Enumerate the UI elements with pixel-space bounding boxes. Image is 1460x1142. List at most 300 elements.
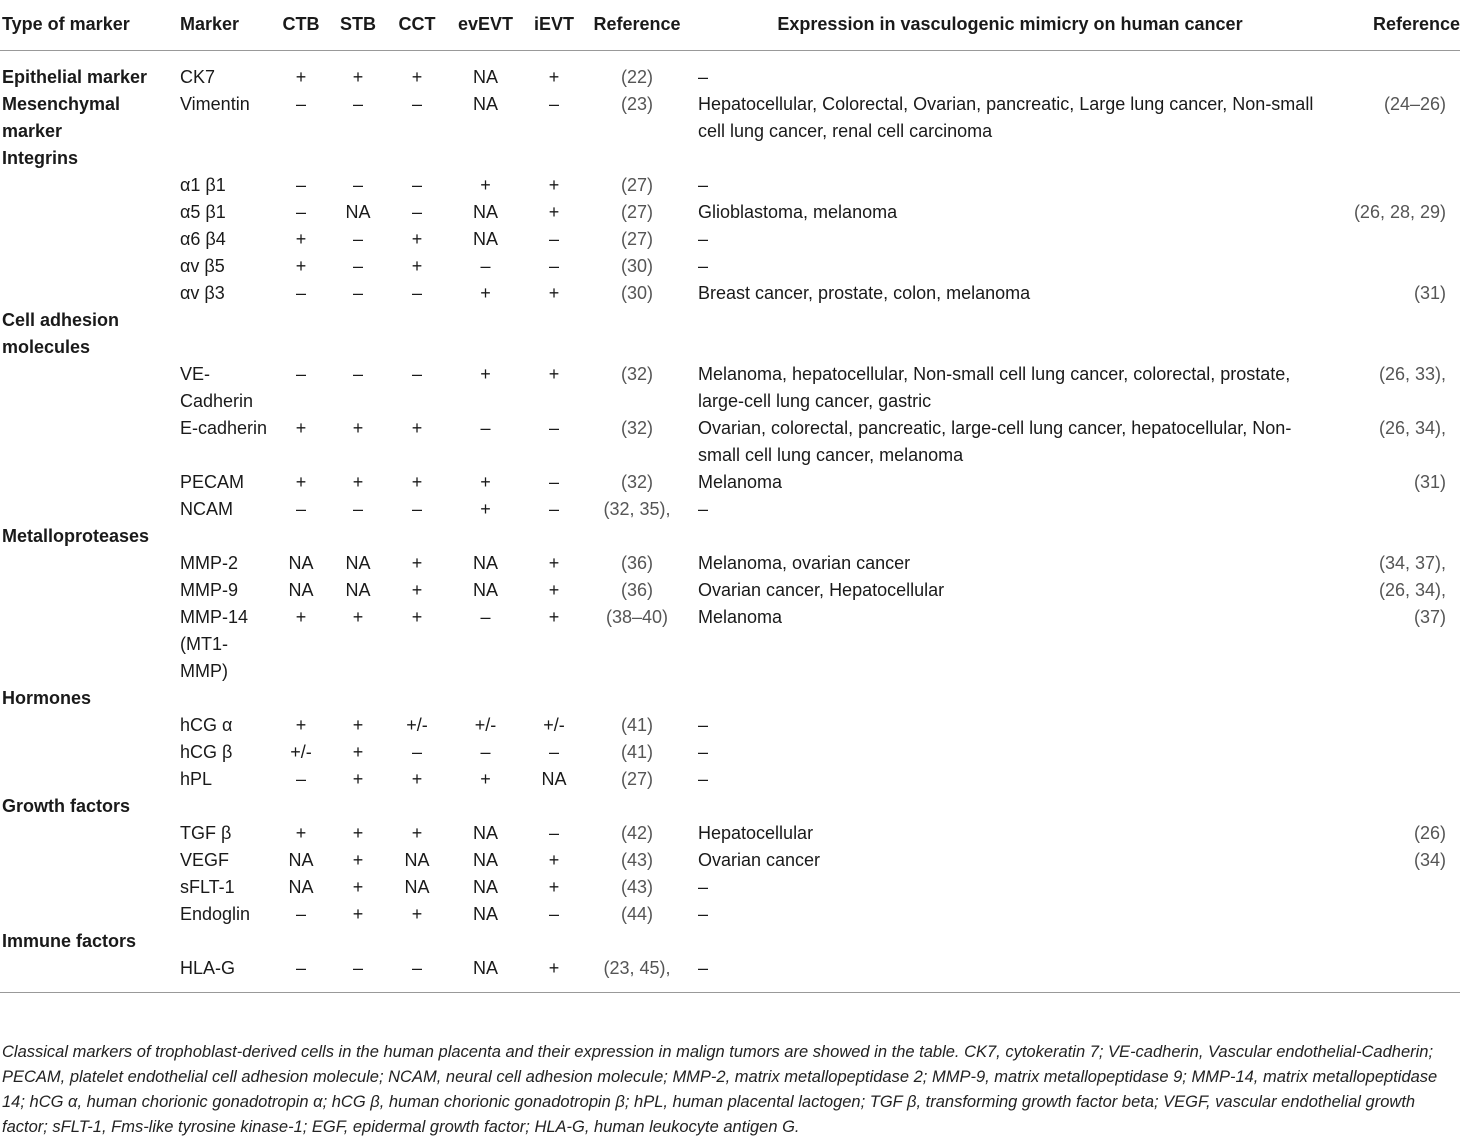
- cell-cct: [387, 685, 447, 712]
- table-header: [0, 0, 1460, 50]
- cell-ctb: [273, 307, 329, 361]
- cell-ievt: +: [548, 957, 560, 978]
- cell-cct: [387, 523, 447, 550]
- cell-expression: Glioblastoma, melanoma: [698, 201, 898, 222]
- table-row: [0, 226, 1460, 253]
- cell-reference: (43): [620, 876, 653, 897]
- cell-type: Hormones: [2, 687, 92, 708]
- cell-type: [0, 604, 180, 685]
- cell-reference-2: (26, 34),: [1378, 579, 1446, 600]
- cell-reference-2: (24–26): [1383, 93, 1446, 114]
- header-reference-2: Reference: [1326, 0, 1460, 50]
- cell-marker: [180, 793, 273, 820]
- cell-type: [0, 469, 180, 496]
- cell-stb: –: [352, 93, 363, 114]
- cell-type: Immune factors: [2, 930, 137, 951]
- cell-expression: –: [698, 174, 709, 195]
- cell-reference: (27): [620, 768, 653, 789]
- table-row: [0, 145, 1460, 172]
- cell-marker: Vimentin: [180, 93, 250, 114]
- cell-reference: [584, 685, 690, 712]
- cell-ctb: –: [295, 363, 306, 384]
- cell-reference-2: (37): [1413, 606, 1446, 627]
- cell-reference-2: (34, 37),: [1378, 552, 1446, 573]
- cell-reference-2: [1326, 793, 1460, 820]
- cell-evevt: +: [480, 363, 491, 384]
- cell-cct: –: [411, 282, 422, 303]
- cell-reference: (23): [620, 93, 653, 114]
- table-row: [0, 91, 1460, 145]
- cell-ievt: +: [548, 606, 560, 627]
- cell-reference: (42): [620, 822, 653, 843]
- cell-ctb: +: [295, 255, 307, 276]
- cell-type: Integrins: [2, 147, 79, 168]
- table-row: [0, 361, 1460, 415]
- cell-ctb: NA: [288, 849, 314, 870]
- cell-ctb: –: [295, 174, 306, 195]
- cell-marker: MMP-14 (MT1-MMP): [180, 606, 249, 681]
- cell-expression: Hepatocellular: [698, 822, 814, 843]
- header-ctb: CTB: [273, 0, 329, 50]
- cell-evevt: [447, 928, 524, 955]
- cell-stb: –: [352, 957, 363, 978]
- cell-type: [0, 955, 180, 993]
- cell-reference: [584, 145, 690, 172]
- cell-marker: [180, 307, 273, 361]
- cell-marker: PECAM: [180, 471, 245, 492]
- cell-ctb: [273, 685, 329, 712]
- cell-ctb: NA: [288, 579, 314, 600]
- cell-type: [0, 199, 180, 226]
- cell-ctb: –: [295, 93, 306, 114]
- cell-reference-2: [1326, 50, 1460, 91]
- cell-ievt: +: [548, 174, 560, 195]
- table-row: [0, 847, 1460, 874]
- cell-expression: Melanoma, hepatocellular, Non-small cell lung cancer, colorectal, prostate, large-cell lung cancer, gastric: [698, 363, 1291, 411]
- cell-reference-2: [1326, 712, 1460, 739]
- table-row: [0, 280, 1460, 307]
- table-row: [0, 550, 1460, 577]
- cell-reference-2: (31): [1413, 471, 1446, 492]
- cell-type: [0, 577, 180, 604]
- cell-marker: TGF β: [180, 822, 232, 843]
- table-row: [0, 496, 1460, 523]
- table-row: [0, 172, 1460, 199]
- cell-ctb: –: [295, 957, 306, 978]
- cell-reference-2: (26): [1413, 822, 1446, 843]
- table-row: [0, 199, 1460, 226]
- cell-stb: [329, 793, 387, 820]
- header-expression: Expression in vasculogenic mimicry on human cancer: [690, 0, 1326, 50]
- cell-ievt: [524, 523, 584, 550]
- cell-reference: (43): [620, 849, 653, 870]
- header-evevt: evEVT: [447, 0, 524, 50]
- cell-ievt: +: [548, 579, 560, 600]
- cell-reference: [584, 793, 690, 820]
- cell-ievt: +/-: [543, 714, 565, 735]
- cell-cct: –: [411, 741, 422, 762]
- cell-reference-2: [1326, 739, 1460, 766]
- cell-type: [0, 415, 180, 469]
- cell-marker: Endoglin: [180, 903, 251, 924]
- cell-marker: VEGF: [180, 849, 230, 870]
- cell-reference-2: (26, 28, 29): [1353, 201, 1446, 222]
- cell-ievt: +: [548, 363, 560, 384]
- cell-cct: [387, 145, 447, 172]
- table-row: [0, 307, 1460, 361]
- cell-type: [0, 739, 180, 766]
- cell-cct: +: [411, 822, 423, 843]
- cell-cct: [387, 928, 447, 955]
- cell-reference-2: [1326, 496, 1460, 523]
- cell-ctb: +: [295, 417, 307, 438]
- cell-marker: hCG α: [180, 714, 233, 735]
- cell-expression: [690, 145, 1326, 172]
- cell-ievt: –: [548, 741, 559, 762]
- cell-expression: –: [698, 768, 709, 789]
- cell-marker: [180, 145, 273, 172]
- cell-ievt: –: [548, 417, 559, 438]
- cell-evevt: [447, 793, 524, 820]
- cell-evevt: +/-: [474, 714, 497, 735]
- cell-ievt: +: [548, 201, 560, 222]
- cell-evevt: –: [480, 255, 491, 276]
- cell-cct: +: [411, 417, 423, 438]
- cell-cct: NA: [404, 876, 430, 897]
- cell-reference: (38–40): [605, 606, 669, 627]
- cell-reference: (32): [620, 363, 653, 384]
- cell-marker: MMP-9: [180, 579, 238, 600]
- cell-reference: (27): [620, 174, 653, 195]
- cell-reference-2: [1326, 874, 1460, 901]
- cell-reference-2: [1326, 253, 1460, 280]
- cell-type: [0, 874, 180, 901]
- cell-expression: –: [698, 498, 709, 519]
- cell-evevt: NA: [472, 876, 498, 897]
- cell-evevt: [447, 523, 524, 550]
- cell-evevt: [447, 307, 524, 361]
- table-row: [0, 928, 1460, 955]
- cell-cct: +: [411, 66, 423, 87]
- cell-stb: +: [352, 903, 364, 924]
- cell-type: [0, 172, 180, 199]
- table-row: [0, 50, 1460, 91]
- cell-expression: Hepatocellular, Colorectal, Ovarian, pancreatic, Large lung cancer, Non-small cell lung cancer, renal cell carcinoma: [698, 93, 1314, 141]
- cell-marker: sFLT-1: [180, 876, 235, 897]
- table-row: [0, 955, 1460, 993]
- cell-reference: (36): [620, 579, 653, 600]
- cell-expression: [690, 307, 1326, 361]
- cell-reference-2: [1326, 901, 1460, 928]
- cell-ctb: –: [295, 282, 306, 303]
- cell-ctb: [273, 523, 329, 550]
- cell-type: [0, 496, 180, 523]
- cell-type: [0, 712, 180, 739]
- cell-marker: hCG β: [180, 741, 233, 762]
- cell-ievt: [524, 928, 584, 955]
- cell-evevt: [447, 145, 524, 172]
- cell-ievt: [524, 307, 584, 361]
- cell-evevt: NA: [472, 66, 498, 87]
- table-row: [0, 820, 1460, 847]
- cell-ctb: –: [295, 498, 306, 519]
- cell-evevt: NA: [472, 201, 498, 222]
- table-row: [0, 793, 1460, 820]
- cell-stb: NA: [345, 552, 371, 573]
- cell-expression: Ovarian cancer: [698, 849, 821, 870]
- cell-ievt: [524, 145, 584, 172]
- cell-cct: +: [411, 255, 423, 276]
- cell-reference: (30): [620, 255, 653, 276]
- cell-type: [0, 820, 180, 847]
- cell-stb: NA: [345, 201, 371, 222]
- cell-stb: –: [352, 498, 363, 519]
- cell-expression: [690, 793, 1326, 820]
- cell-reference: (32): [620, 417, 653, 438]
- cell-expression: Breast cancer, prostate, colon, melanoma: [698, 282, 1031, 303]
- cell-expression: –: [698, 255, 709, 276]
- cell-cct: –: [411, 498, 422, 519]
- cell-expression: –: [698, 714, 709, 735]
- cell-cct: –: [411, 363, 422, 384]
- cell-expression: [690, 685, 1326, 712]
- cell-ievt: –: [548, 498, 559, 519]
- cell-expression: Ovarian, colorectal, pancreatic, large-cell lung cancer, hepatocellular, Non-small cell lung cancer, melanoma: [698, 417, 1292, 465]
- cell-marker: [180, 523, 273, 550]
- table-row: [0, 415, 1460, 469]
- cell-reference-2: [1326, 685, 1460, 712]
- cell-cct: +: [411, 579, 423, 600]
- cell-ctb: NA: [288, 552, 314, 573]
- cell-reference: [584, 307, 690, 361]
- cell-marker: α5 β1: [180, 201, 226, 222]
- cell-evevt: +: [480, 174, 491, 195]
- cell-reference: (32): [620, 471, 653, 492]
- cell-cct: +: [411, 606, 423, 627]
- cell-marker: [180, 685, 273, 712]
- cell-expression: Ovarian cancer, Hepatocellular: [698, 579, 945, 600]
- header-type-of-marker: Type of marker: [0, 0, 180, 50]
- cell-ievt: –: [548, 228, 559, 249]
- cell-stb: –: [352, 255, 363, 276]
- cell-reference-2: [1326, 766, 1460, 793]
- cell-evevt: NA: [472, 552, 498, 573]
- cell-cct: –: [411, 174, 422, 195]
- cell-type: [0, 766, 180, 793]
- cell-reference-2: [1326, 955, 1460, 993]
- cell-cct: –: [411, 93, 422, 114]
- cell-stb: +: [352, 876, 364, 897]
- cell-reference-2: (26, 33),: [1378, 363, 1446, 384]
- cell-evevt: +: [480, 282, 491, 303]
- cell-ctb: [273, 145, 329, 172]
- cell-type: Mesenchymal marker: [2, 93, 121, 141]
- header-reference: Reference: [584, 0, 690, 50]
- cell-stb: +: [352, 417, 364, 438]
- cell-cct: NA: [404, 849, 430, 870]
- cell-reference-2: [1326, 523, 1460, 550]
- cell-stb: [329, 685, 387, 712]
- cell-stb: +: [352, 822, 364, 843]
- cell-reference: (22): [620, 66, 653, 87]
- cell-marker: αv β5: [180, 255, 225, 276]
- cell-cct: –: [411, 957, 422, 978]
- table-row: [0, 253, 1460, 280]
- cell-expression: –: [698, 66, 709, 87]
- cell-evevt: NA: [472, 228, 498, 249]
- cell-type: Growth factors: [2, 795, 131, 816]
- cell-expression: Melanoma: [698, 606, 783, 627]
- cell-ctb: +: [295, 471, 307, 492]
- cell-expression: Melanoma: [698, 471, 783, 492]
- cell-stb: +: [352, 714, 364, 735]
- cell-type: [0, 226, 180, 253]
- cell-marker: VE-Cadherin: [180, 363, 254, 411]
- cell-ievt: +: [548, 552, 560, 573]
- cell-ievt: +: [548, 66, 560, 87]
- cell-stb: [329, 307, 387, 361]
- header-stb: STB: [329, 0, 387, 50]
- cell-expression: –: [698, 957, 709, 978]
- header-marker: Marker: [180, 0, 273, 50]
- cell-reference: [584, 928, 690, 955]
- cell-ctb: +: [295, 66, 307, 87]
- cell-stb: [329, 145, 387, 172]
- cell-ievt: –: [548, 903, 559, 924]
- table-row: [0, 685, 1460, 712]
- cell-reference: (27): [620, 201, 653, 222]
- cell-type: Cell adhesion molecules: [2, 309, 120, 357]
- cell-expression: –: [698, 741, 709, 762]
- cell-evevt: NA: [472, 903, 498, 924]
- cell-expression: Melanoma, ovarian cancer: [698, 552, 911, 573]
- cell-ctb: NA: [288, 876, 314, 897]
- cell-marker: E-cadherin: [180, 417, 268, 438]
- cell-evevt: NA: [472, 579, 498, 600]
- cell-type: Metalloproteases: [2, 525, 150, 546]
- cell-reference: (23, 45),: [603, 957, 671, 978]
- table-row: [0, 766, 1460, 793]
- cell-stb: [329, 928, 387, 955]
- cell-cct: +: [411, 552, 423, 573]
- cell-marker: MMP-2: [180, 552, 238, 573]
- cell-evevt: [447, 685, 524, 712]
- cell-expression: –: [698, 903, 709, 924]
- cell-stb: –: [352, 363, 363, 384]
- cell-type: [0, 280, 180, 307]
- header-ievt: iEVT: [524, 0, 584, 50]
- cell-stb: +: [352, 471, 364, 492]
- table-row: [0, 523, 1460, 550]
- cell-ievt: –: [548, 93, 559, 114]
- cell-expression: –: [698, 876, 709, 897]
- cell-evevt: –: [480, 606, 491, 627]
- cell-ctb: –: [295, 201, 306, 222]
- cell-stb: +: [352, 66, 364, 87]
- cell-stb: NA: [345, 579, 371, 600]
- table-row: [0, 469, 1460, 496]
- table-row: [0, 604, 1460, 685]
- cell-ctb: +: [295, 714, 307, 735]
- cell-type: [0, 253, 180, 280]
- cell-evevt: NA: [472, 93, 498, 114]
- cell-type: Epithelial marker: [2, 66, 148, 87]
- cell-ctb: –: [295, 903, 306, 924]
- cell-marker: HLA-G: [180, 957, 236, 978]
- cell-reference: (44): [620, 903, 653, 924]
- cell-evevt: –: [480, 741, 491, 762]
- cell-ctb: [273, 793, 329, 820]
- cell-expression: [690, 928, 1326, 955]
- cell-stb: +: [352, 849, 364, 870]
- cell-ievt: [524, 685, 584, 712]
- cell-evevt: –: [480, 417, 491, 438]
- cell-evevt: +: [480, 498, 491, 519]
- cell-marker: α6 β4: [180, 228, 226, 249]
- cell-cct: +: [411, 768, 423, 789]
- cell-expression: –: [698, 228, 709, 249]
- cell-marker: [180, 928, 273, 955]
- cell-reference-2: [1326, 172, 1460, 199]
- cell-evevt: +: [480, 471, 491, 492]
- cell-reference-2: (31): [1413, 282, 1446, 303]
- cell-ctb: +: [295, 606, 307, 627]
- cell-reference-2: (34): [1413, 849, 1446, 870]
- cell-marker: α1 β1: [180, 174, 226, 195]
- cell-reference: (30): [620, 282, 653, 303]
- cell-ctb: –: [295, 768, 306, 789]
- cell-evevt: +: [480, 768, 491, 789]
- cell-reference: (41): [620, 714, 653, 735]
- cell-reference-2: (26, 34),: [1378, 417, 1446, 438]
- cell-ctb: [273, 928, 329, 955]
- cell-ievt: NA: [541, 768, 567, 789]
- table-row: [0, 739, 1460, 766]
- cell-reference: (32, 35),: [603, 498, 671, 519]
- cell-stb: –: [352, 228, 363, 249]
- cell-marker: NCAM: [180, 498, 233, 519]
- cell-stb: +: [352, 606, 364, 627]
- cell-cct: +: [411, 903, 423, 924]
- table-footnote: Classical markers of trophoblast-derived cells in the human placenta and their expression in malign tumors are showed in the table. CK7, cytokeratin 7; VE-cadherin, Vascular endothelial-Cadherin; PECAM, platelet endothelial cell adhesion molecule; NCAM, neural cell adhesion molecule; MMP-2, matrix metallopeptidase 2; MMP-9, matrix metallopeptidase 9; MMP-14, matrix metallopeptidase 14; hCG α, human chorionic gonadotropin α; hCG β, human chorionic gonadotropin β; hPL, human placental lactogen; TGF β, transforming growth factor beta; VEGF, vascular endothelial growth factor; sFLT-1, Fms-like tyrosine kinase-1; EGF, epidermal growth factor; HLA-G, human leukocyte antigen G.: [2, 1043, 1438, 1136]
- table-row: [0, 577, 1460, 604]
- table-row: [0, 874, 1460, 901]
- cell-stb: –: [352, 174, 363, 195]
- cell-expression: [690, 523, 1326, 550]
- cell-ievt: –: [548, 255, 559, 276]
- cell-cct: [387, 307, 447, 361]
- table-body: [0, 50, 1460, 992]
- cell-reference: (41): [620, 741, 653, 762]
- cell-type: [0, 901, 180, 928]
- cell-cct: [387, 793, 447, 820]
- cell-stb: [329, 523, 387, 550]
- cell-marker: hPL: [180, 768, 213, 789]
- cell-evevt: NA: [472, 822, 498, 843]
- cell-reference: [584, 523, 690, 550]
- cell-cct: +/-: [406, 714, 428, 735]
- cell-reference: (27): [620, 228, 653, 249]
- cell-cct: –: [411, 201, 422, 222]
- cell-reference-2: [1326, 226, 1460, 253]
- cell-cct: +: [411, 228, 423, 249]
- cell-ievt: +: [548, 876, 560, 897]
- cell-marker: αv β3: [180, 282, 225, 303]
- cell-ievt: +: [548, 282, 560, 303]
- cell-ievt: [524, 793, 584, 820]
- cell-reference-2: [1326, 145, 1460, 172]
- cell-ctb: +: [295, 822, 307, 843]
